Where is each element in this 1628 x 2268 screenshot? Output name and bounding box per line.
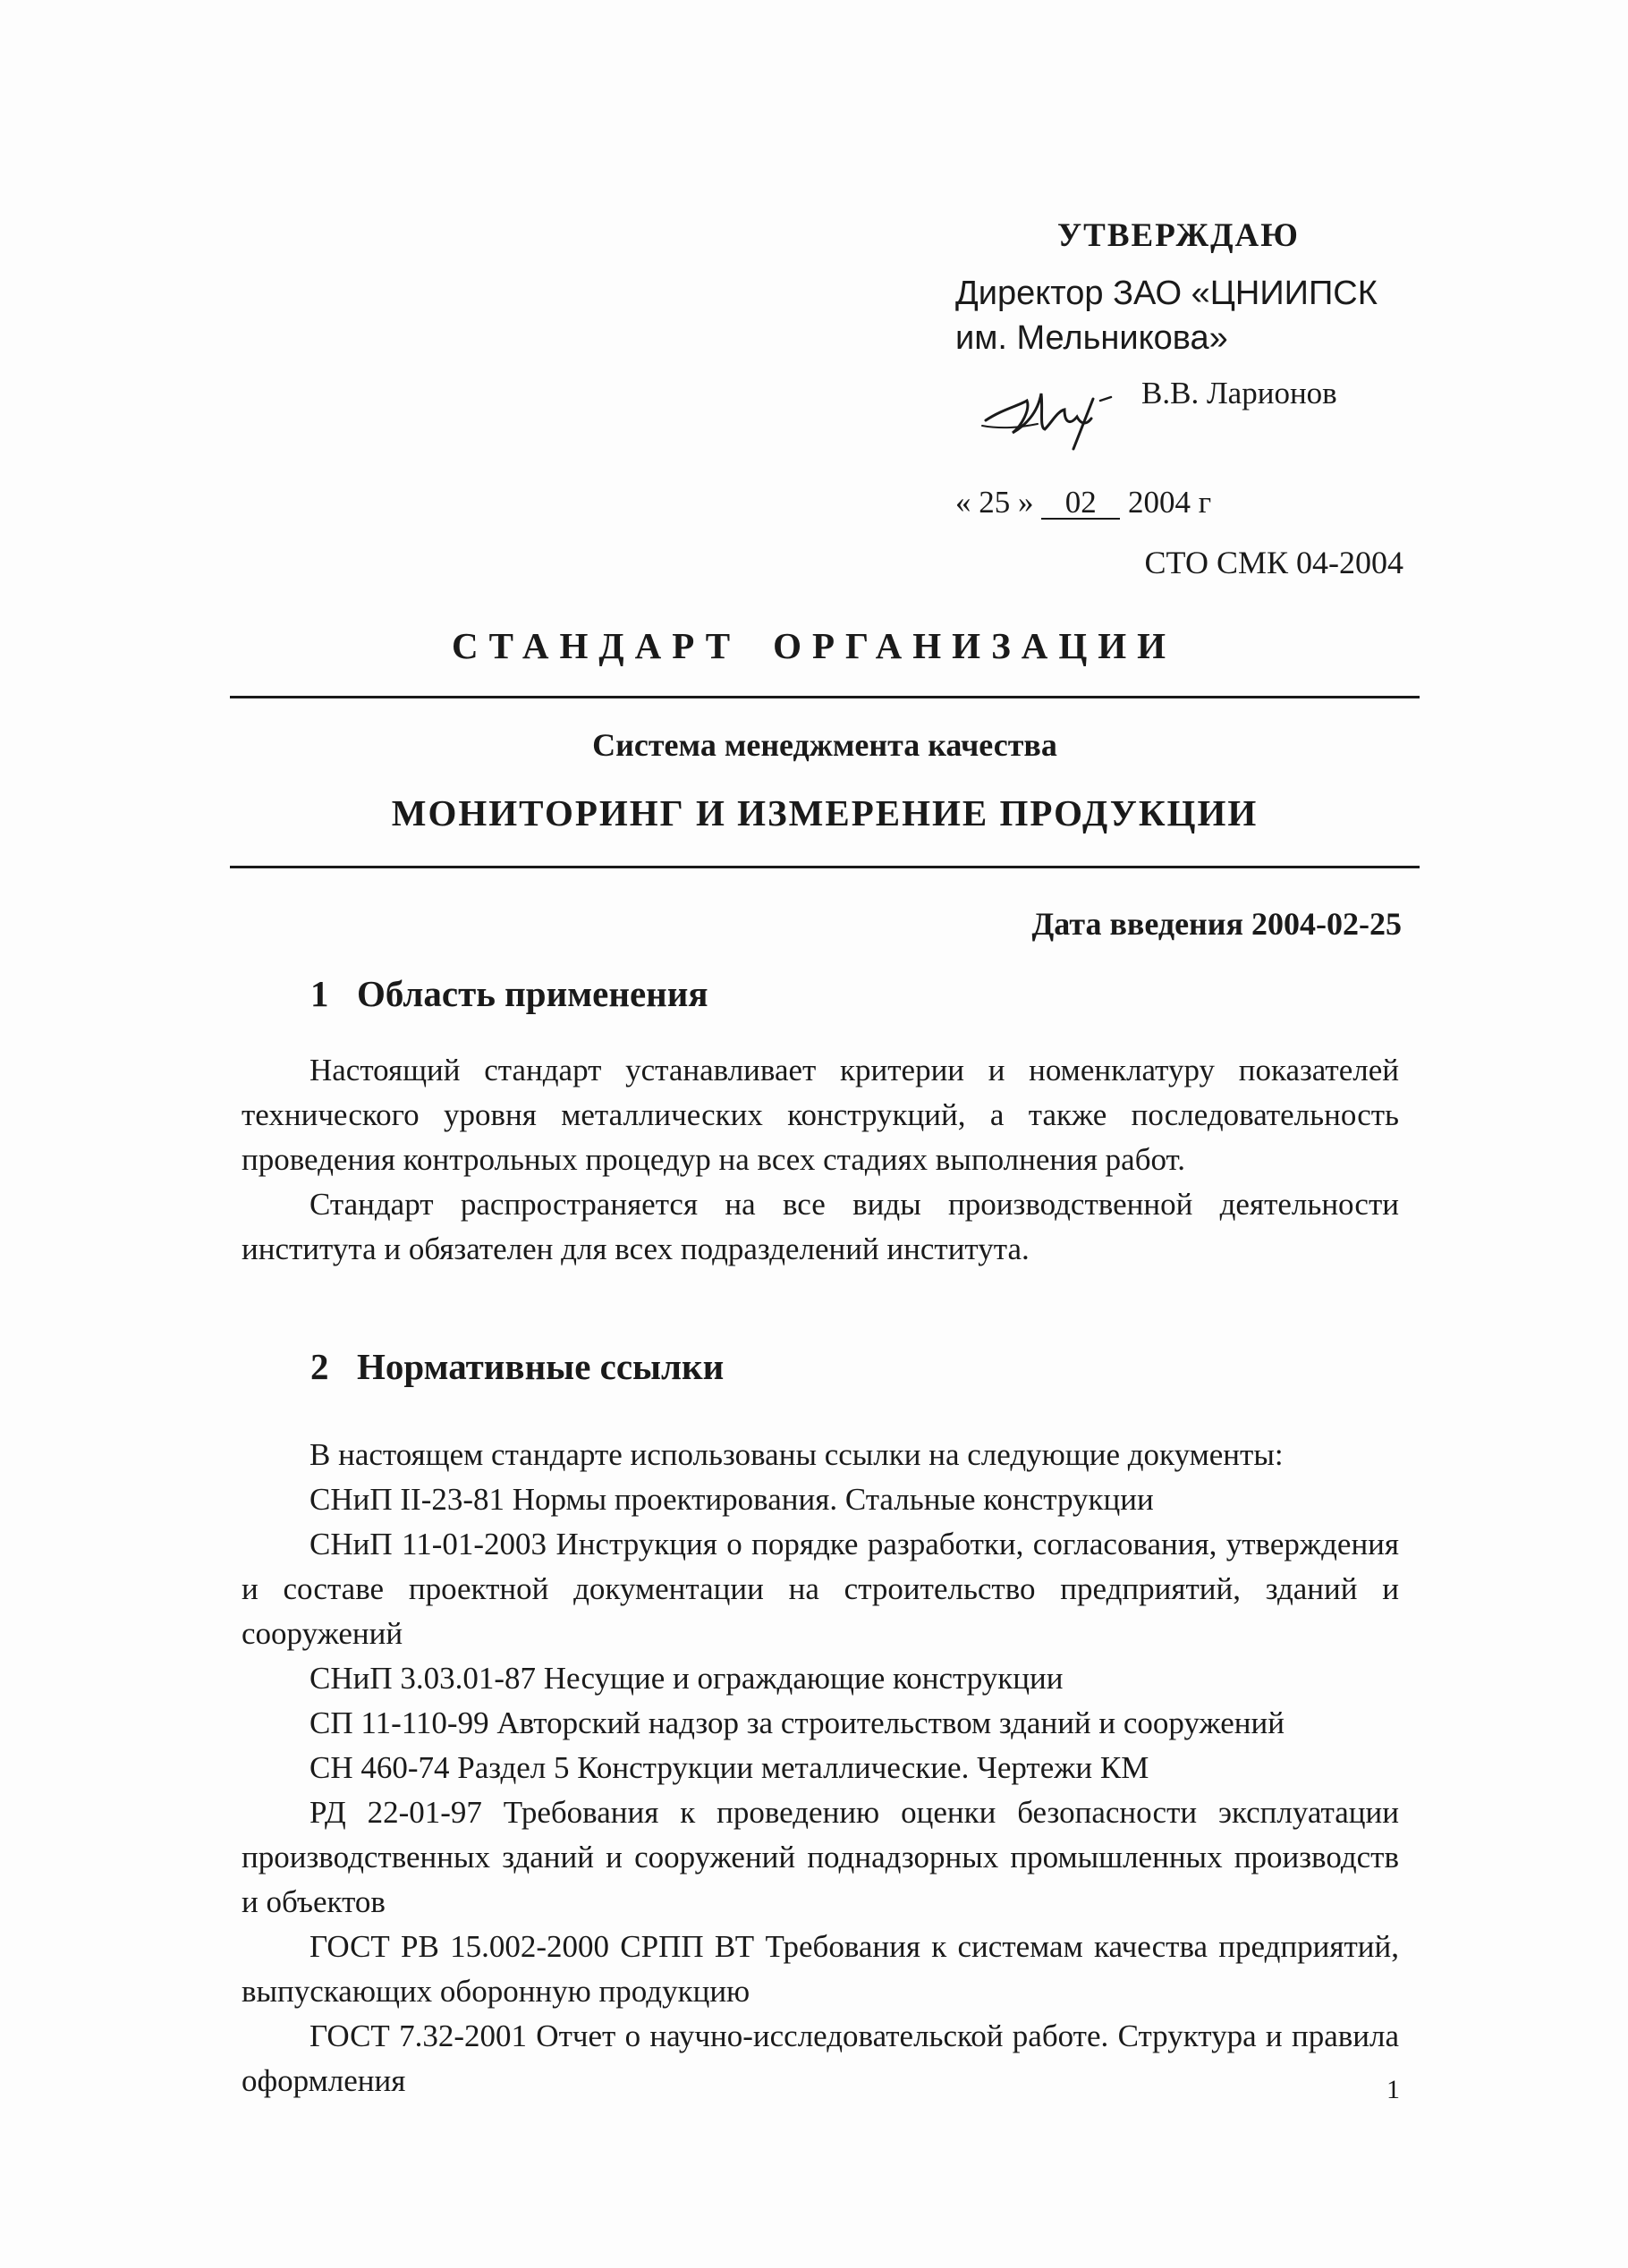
paragraph: В настоящем стандарте использованы ссылки на следующие документы:	[309, 1437, 1284, 1472]
standard-title-word1: СТАНДАРТ	[452, 625, 742, 666]
document-code: СТО СМК 04-2004	[1144, 545, 1403, 580]
document-title: МОНИТОРИНГ И ИЗМЕРЕНИЕ ПРОДУКЦИИ	[391, 792, 1259, 834]
section-heading	[310, 1345, 724, 1388]
paragraph: Стандарт распространяется на все виды производственной деятельности института и обязателен для всех подразделений института.	[242, 1187, 1399, 1266]
divider-bottom	[230, 866, 1420, 868]
page-number: 1	[1386, 2075, 1400, 2104]
divider-top	[230, 696, 1420, 698]
standard-title-word2: ОРГАНИЗАЦИИ	[773, 625, 1176, 666]
approval-heading: УТВЕРЖДАЮ	[1057, 217, 1300, 254]
approval-date	[955, 485, 1211, 520]
introduction-date: Дата введения 2004-02-25	[1031, 906, 1402, 942]
section-title: Нормативные ссылки	[357, 1346, 725, 1387]
section-title: Область применения	[357, 973, 708, 1014]
reference-item: СН 460-74 Раздел 5 Конструкции металлические. Чертежи КМ	[309, 1750, 1149, 1785]
approval-date-year: 2004 г	[1128, 485, 1212, 520]
section-number: 1	[310, 973, 329, 1014]
section-1-body	[242, 1048, 1399, 1272]
approval-date-month: 02	[1041, 487, 1120, 520]
reference-item: СП 11-110-99 Авторский надзор за строительством зданий и сооружений	[309, 1705, 1285, 1740]
reference-item: РД 22-01-97 Требования к проведению оценки безопасности эксплуатации производственных зданий и сооружений поднадзорных промышленных производств и объектов	[242, 1795, 1399, 1919]
reference-item: СНиП II-23-81 Нормы проектирования. Стальные конструкции	[309, 1482, 1154, 1517]
paragraph: Настоящий стандарт устанавливает критерии и номенклатуру показателей технического уровня металлических конструкций, а также последовательность проведения контрольных процедур на всех стадиях выполнения работ.	[242, 1053, 1399, 1177]
reference-item: СНиП 3.03.01-87 Несущие и ограждающие конструкции	[309, 1661, 1064, 1696]
reference-item: СНиП 11-01-2003 Инструкция о порядке разработки, согласования, утверждения и составе проектной документации на строительство предприятий, зданий и сооружений	[242, 1527, 1399, 1651]
section-number: 2	[310, 1346, 329, 1387]
section-heading	[310, 972, 708, 1015]
reference-item: ГОСТ 7.32-2001 Отчет о научно-исследовательской работе. Структура и правила оформления	[242, 2018, 1399, 2098]
director-title-line2: им. Мельникова»	[955, 319, 1228, 357]
handwritten-signature	[975, 374, 1127, 454]
director-title-line1: Директор ЗАО «ЦНИИПСК	[955, 275, 1378, 312]
standard-title	[233, 624, 1395, 667]
approval-date-day: « 25 »	[955, 485, 1034, 520]
section-2-body	[242, 1433, 1399, 2103]
signer-name: В.В. Ларионов	[1141, 376, 1337, 410]
reference-item: ГОСТ РВ 15.002-2000 СРПП ВТ Требования к системам качества предприятий, выпускающих оборонную продукцию	[242, 1929, 1399, 2009]
document-subtitle: Система менеджмента качества	[592, 727, 1057, 763]
